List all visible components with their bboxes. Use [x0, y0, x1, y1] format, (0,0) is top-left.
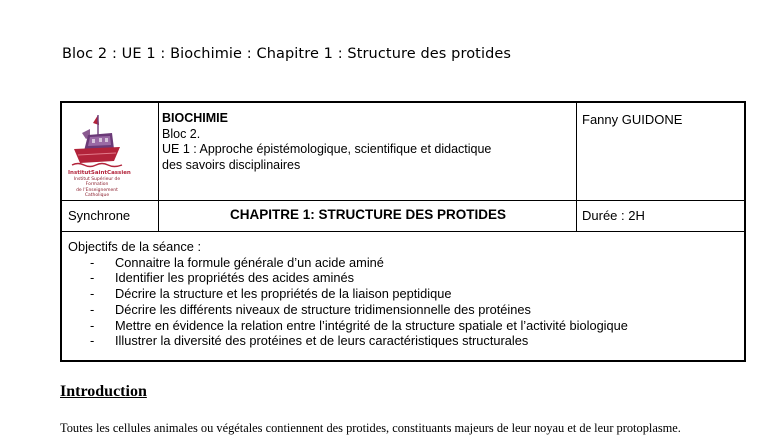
logo-brand-text: InstitutSaintCassien: [68, 170, 131, 176]
logo-caption: [68, 170, 131, 199]
session-mode: Synchrone: [68, 208, 131, 223]
bloc-label: Bloc 2.: [162, 126, 201, 141]
objective-item: - Mettre en évidence la relation entre l’intégrité de la structure spatiale et l’activité biologique: [90, 317, 628, 333]
ue-line: des savoirs disciplinaires: [162, 157, 301, 172]
objective-item: - Illustrer la diversité des protéines et de leurs caractéristiques structurales: [90, 333, 529, 349]
objectives-label: Objectifs de la séance :: [68, 239, 202, 254]
institut-logo: [68, 111, 131, 198]
ue-line: UE 1 : Approche épistémologique, scientifique et didactique: [162, 142, 492, 156]
table-divider: [62, 231, 744, 232]
objective-item: - Connaitre la formule générale d’un acide aminé: [90, 254, 384, 270]
introduction-paragraph: Toutes les cellules animales ou végétales contiennent des protides, constituants majeurs de leur noyau et de leur protoplasme.: [60, 421, 681, 435]
course-info-cell: [162, 111, 582, 173]
subject-title: BIOCHIMIE: [162, 111, 228, 125]
logo-cell: [62, 103, 158, 200]
course-info-table: [60, 101, 746, 362]
table-divider: [158, 103, 159, 231]
page-header: Bloc 2 : UE 1 : Biochimie : Chapitre 1 : Structure des protides: [62, 46, 512, 62]
objective-item: - Identifier les propriétés des acides aminés: [90, 270, 354, 286]
session-duration: Durée : 2H: [582, 208, 645, 223]
objectives-block: [68, 239, 738, 349]
chapter-title: CHAPITRE 1: STRUCTURE DES PROTIDES: [229, 207, 507, 222]
objective-item: - Décrire la structure et les propriétés de la liaison peptidique: [90, 286, 452, 302]
table-divider: [62, 200, 744, 201]
introduction-heading: Introduction: [60, 383, 147, 400]
objectives-list: [68, 255, 738, 349]
logo-caption-line: Institut Supérieur de Formation: [73, 176, 121, 187]
author-name: Fanny GUIDONE: [582, 112, 683, 127]
ship-emblem-icon: [68, 111, 126, 171]
objective-item: - Décrire les différents niveaux de structure tridimensionnelle des protéines: [90, 301, 531, 317]
logo-caption-line: de l'Enseignement Catholique: [76, 187, 118, 198]
